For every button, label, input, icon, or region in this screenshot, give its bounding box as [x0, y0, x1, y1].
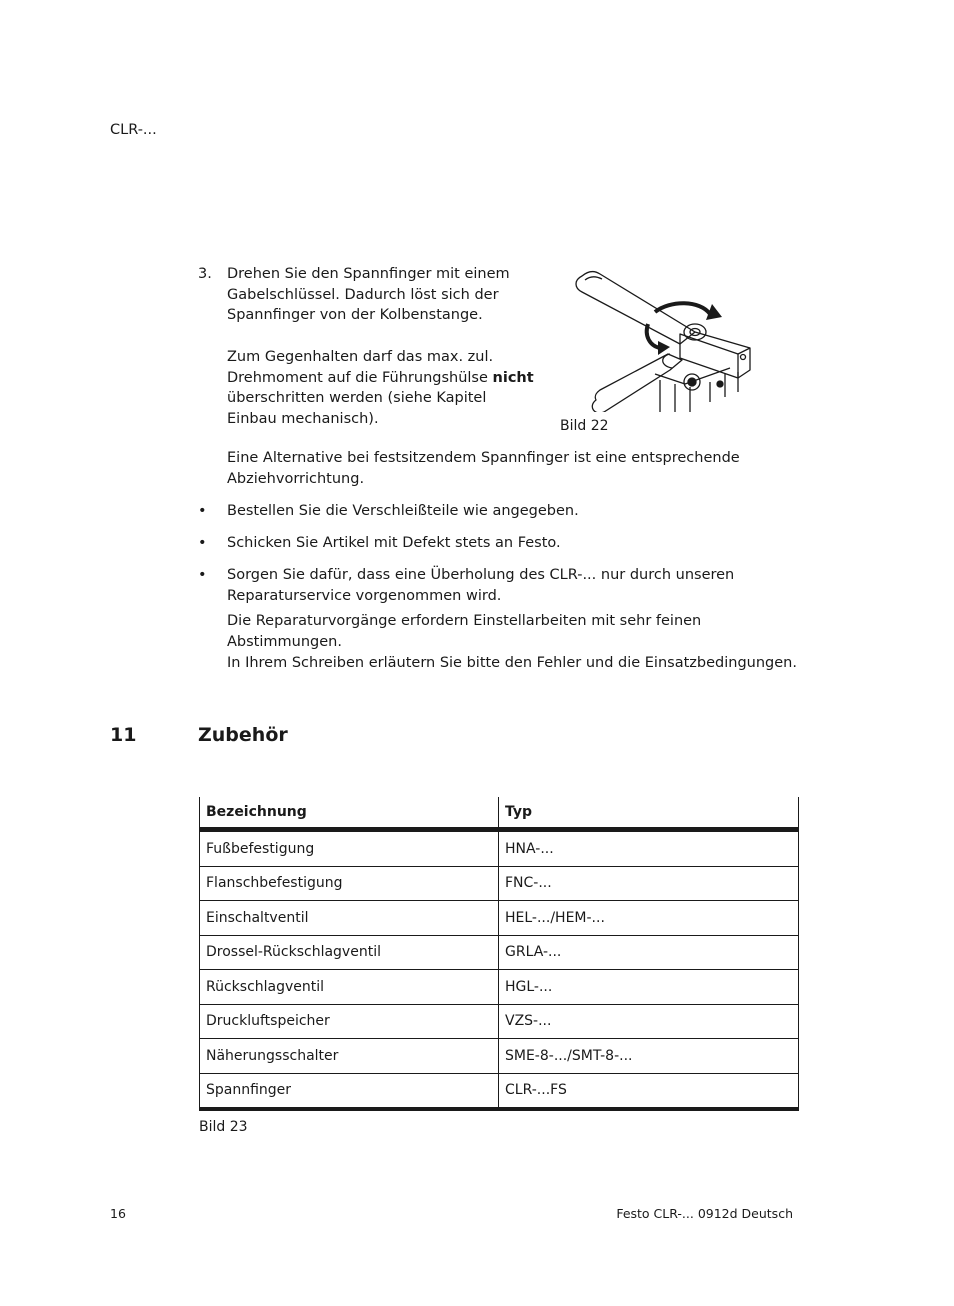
cell-type: SME-8-.../SMT-8-...	[499, 1039, 799, 1074]
section-title: Zubehör	[198, 724, 288, 746]
bullet-note-line: In Ihrem Schreiben erläutern Sie bitte den Fehler und die Einsatzbedingungen.	[227, 654, 797, 671]
column-header-designation: Bezeichnung	[200, 797, 499, 830]
bullet-marker: •	[198, 503, 207, 519]
column-header-type: Typ	[499, 797, 799, 830]
cell-type: FNC-...	[499, 866, 799, 901]
table-row	[200, 901, 799, 936]
note-line: Einbau mechanisch).	[227, 410, 379, 427]
table-row	[200, 1004, 799, 1039]
cell-designation: Näherungsschalter	[200, 1039, 499, 1074]
cell-type: VZS-...	[499, 1004, 799, 1039]
bullet-marker: •	[198, 535, 207, 551]
step-line: Spannfinger von der Kolbenstange.	[227, 307, 483, 324]
header-product: CLR-...	[110, 122, 157, 138]
step-line: Gabelschlüssel. Dadurch löst sich der	[227, 286, 499, 303]
step-line: Drehen Sie den Spannfinger mit einem	[227, 266, 510, 282]
cell-type: GRLA-...	[499, 935, 799, 970]
bullet-text	[227, 565, 797, 674]
table-row	[200, 970, 799, 1005]
section-number: 11	[110, 724, 137, 746]
cell-designation: Einschaltventil	[200, 901, 499, 936]
alternative-paragraph	[227, 448, 787, 489]
cell-designation: Druckluftspeicher	[200, 1004, 499, 1039]
table-row	[200, 1039, 799, 1074]
cell-type: HGL-...	[499, 970, 799, 1005]
table-row	[200, 1073, 799, 1109]
cell-type: HNA-...	[499, 830, 799, 867]
cell-designation: Rückschlagventil	[200, 970, 499, 1005]
table-row	[200, 866, 799, 901]
table-row	[200, 935, 799, 970]
bullet-line: Sorgen Sie dafür, dass eine Überholung des CLR-... nur durch unseren	[227, 567, 735, 583]
step-number: 3.	[198, 266, 212, 282]
cell-designation: Fußbefestigung	[200, 830, 499, 867]
cell-designation: Flanschbefestigung	[200, 866, 499, 901]
cell-designation: Drossel-Rückschlagventil	[200, 935, 499, 970]
step-instruction	[227, 264, 547, 430]
table-row	[200, 830, 799, 867]
bullet-text: Schicken Sie Artikel mit Defekt stets an Festo.	[227, 535, 561, 551]
cell-type: HEL-.../HEM-...	[499, 901, 799, 936]
figure-caption: Bild 22	[560, 418, 609, 434]
bullet-note-line: Abstimmungen.	[227, 634, 342, 651]
page-number: 16	[110, 1206, 126, 1221]
table-caption: Bild 23	[199, 1119, 248, 1135]
cell-type: CLR-...FS	[499, 1073, 799, 1109]
paragraph-line: Abziehvorrichtung.	[227, 470, 365, 487]
paragraph-line: Eine Alternative bei festsitzendem Spannfinger ist eine entsprechende	[227, 450, 740, 466]
note-line: überschritten werden (siehe Kapitel	[227, 390, 487, 407]
bullet-marker: •	[198, 567, 207, 583]
document-id: Festo CLR-... 0912d Deutsch	[616, 1206, 793, 1221]
note-line: Zum Gegenhalten darf das max. zul.	[227, 348, 494, 365]
accessories-table	[199, 797, 799, 1111]
bullet-note-line: Die Reparaturvorgänge erfordern Einstellarbeiten mit sehr feinen	[227, 613, 702, 630]
table-header-row	[200, 797, 799, 830]
cell-designation: Spannfinger	[200, 1073, 499, 1109]
bullet-text: Bestellen Sie die Verschleißteile wie angegeben.	[227, 503, 579, 519]
note-emphasis: nicht	[492, 369, 534, 386]
wrench-illustration	[560, 262, 760, 412]
note-text: Drehmoment auf die Führungshülse	[227, 369, 488, 386]
note-line	[227, 368, 547, 389]
bullet-line: Reparaturservice vorgenommen wird.	[227, 587, 502, 604]
